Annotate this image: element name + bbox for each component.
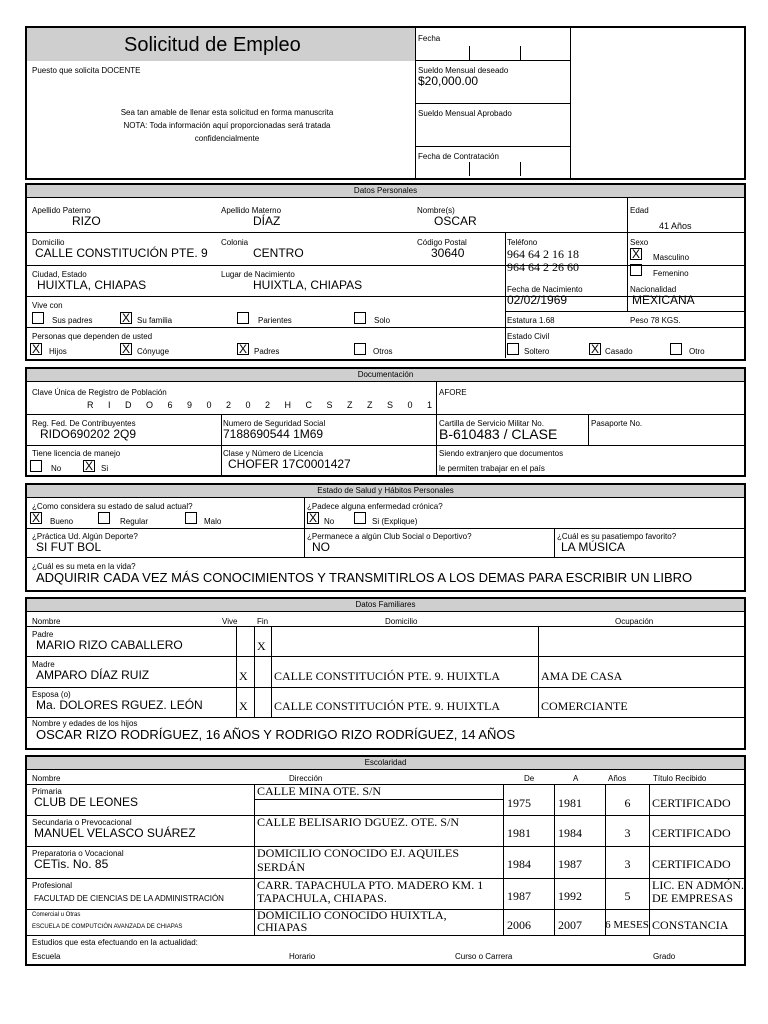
esc-row-tit1: LIC. EN ADMÓN. (652, 878, 744, 892)
escolaridad-section (25, 755, 746, 966)
pasatiempo-value: LA MÚSICA (561, 540, 626, 554)
esc-row-a: 1981 (558, 796, 582, 810)
dep-hijos-checkbox[interactable]: X (31, 342, 40, 356)
esc-row-anos: 6 MESES (605, 919, 649, 931)
vive-familia-checkbox[interactable]: X (121, 311, 130, 325)
nombres-label: Nombre(s) (417, 206, 455, 215)
fam-row-nombre: Ma. DOLORES RGUEZ. LEÓN (36, 698, 203, 712)
header-section (25, 26, 746, 180)
meta-value: ADQUIRIR CADA VEZ MÁS CONOCIMIENTOS Y TRANSMITIRLOS A LOS DEMAS PARA ESCRIBIR UN LIBRO (36, 570, 693, 585)
esc-row-dir2: CHIAPAS (257, 920, 308, 934)
dep-conyuge-checkbox[interactable]: X (121, 342, 130, 356)
esc-row-anos: 3 (624, 826, 631, 840)
esc-row-nivel: Primaria (32, 787, 62, 796)
cp-label: Código Postal (417, 238, 467, 247)
salud-malo-label: Malo (204, 517, 222, 526)
esc-row-dir2: TAPACHULA, CHIAPAS. (257, 891, 387, 905)
esc-row-de: 1987 (507, 889, 531, 903)
esc-row-nombre: FACULTAD DE CIENCIAS DE LA ADMINISTRACIÓN (34, 894, 224, 903)
esc-row-tit1: CERTIFICADO (652, 857, 731, 871)
note-line-3: confidencialmente (194, 134, 260, 143)
fecha-label: Fecha (418, 34, 441, 43)
escolaridad-header: Escolaridad (27, 757, 744, 770)
hijos-value: OSCAR RIZO RODRÍGUEZ, 16 AÑOS Y RODRIGO RIZO RODRÍGUEZ, 14 AÑOS (36, 727, 516, 742)
lic-si-checkbox[interactable]: X (84, 459, 93, 473)
esc-row-anos: 5 (624, 889, 631, 903)
fam-col-vive: Vive (222, 617, 238, 626)
cronica-si-label: Si (Explique) (372, 517, 418, 526)
apellido-materno-value: DÍAZ (253, 214, 281, 228)
familiares-section (25, 597, 746, 750)
telefono-2: 964 64 2 26 60 (507, 260, 579, 274)
sexo-femenino-label: Femenino (653, 269, 689, 278)
ec-soltero-checkbox[interactable] (507, 343, 519, 355)
pasatiempo-label: ¿Cuál es su pasatiempo favorito? (557, 532, 677, 541)
edad-value: 41 Años (659, 221, 692, 231)
dep-padres-label: Padres (254, 347, 280, 356)
esc-row-tit2: DE EMPRESAS (652, 891, 734, 905)
fam-row-ocupacion: AMA DE CASA (541, 669, 623, 683)
cronica-no-checkbox[interactable]: X (308, 511, 317, 525)
fam-row-fin: X (257, 639, 266, 653)
curp-label: Clave Única de Registro de Población (32, 388, 167, 397)
nacionalidad-value: MEXICANA (632, 293, 695, 307)
fecha-nac-label: Fecha de Nacimiento (507, 285, 583, 294)
nss-label: Numero de Seguridad Social (223, 419, 326, 428)
afore-label: AFORE (439, 388, 467, 397)
sexo-masculino-label: Masculino (653, 253, 690, 262)
esc-col-direccion: Dirección (289, 774, 323, 783)
cartilla-label: Cartilla de Servicio Militar No. (439, 419, 544, 428)
esc-row-dir1: DOMICILIO CONOCIDO HUIXTLA, (257, 908, 447, 922)
dep-otros-checkbox[interactable] (354, 343, 366, 355)
clase-label: Clase y Número de Licencia (223, 449, 324, 458)
esc-row-a: 2007 (558, 918, 582, 932)
ec-soltero-label: Soltero (524, 347, 550, 356)
esc-row-nivel: Preparatoria o Vocacional (32, 849, 124, 858)
sexo-femenino-checkbox[interactable] (630, 264, 642, 276)
fam-col-ocupacion: Ocupación (615, 617, 654, 626)
vive-parientes-checkbox[interactable] (237, 312, 249, 324)
note-line-1: Sea tan amable de llenar esta solicitud en forma manuscrita (120, 108, 334, 117)
apellido-paterno-value: RIZO (72, 214, 101, 228)
note-line-2: NOTA: Toda información aquí proporcionadas será tratada (123, 121, 331, 130)
cartilla-value: B-610483 / CLASE (439, 426, 558, 442)
fam-col-fin: Fin (257, 617, 269, 626)
edad-label: Edad (630, 206, 649, 215)
vive-con-label: Vive con (32, 301, 63, 310)
ciudad-value: HUIXTLA, CHIAPAS (37, 278, 147, 292)
salud-bueno-label: Bueno (50, 517, 74, 526)
meta-label: ¿Cuál es su meta en la vida? (32, 562, 136, 571)
esc-row-tit1: CERTIFICADO (652, 826, 731, 840)
datos-personales-section (25, 183, 746, 361)
foot-curso: Curso o Carrera (455, 952, 513, 961)
dep-padres-checkbox[interactable]: X (238, 342, 247, 356)
esc-col-de: De (524, 774, 535, 783)
sexo-masculino-checkbox[interactable]: X (631, 247, 640, 261)
salud-header: Estado de Salud y Hábitos Personales (27, 485, 744, 498)
datos-personales-header: Datos Personales (27, 185, 744, 198)
fecha-contratacion-label: Fecha de Contratación (418, 152, 499, 161)
estado-civil-label: Estado Civil (507, 332, 550, 341)
ec-casado-label: Casado (605, 347, 633, 356)
sexo-label: Sexo (630, 238, 649, 247)
salud-bueno-checkbox[interactable]: X (31, 511, 40, 525)
esc-row-de: 1981 (507, 826, 531, 840)
salud-section (25, 483, 746, 592)
sueldo-aprobado-label: Sueldo Mensual Aprobado (418, 109, 512, 118)
estudios-actuales-label: Estudios que esta efectuando en la actualidad: (32, 938, 198, 947)
rfc-value: RIDO690202 2Q9 (40, 427, 137, 441)
esc-row-tit1: CERTIFICADO (652, 796, 731, 810)
familiares-header: Datos Familiares (27, 599, 744, 612)
sueldo-deseado-label: Sueldo Mensual deseado (418, 66, 509, 75)
esc-col-anos: Años (608, 774, 627, 783)
club-label: ¿Permanece a algún Club Social o Deportivo? (307, 532, 472, 541)
curp-value: R I D O 6 9 0 2 0 2 H C S Z Z S 0 1 (87, 400, 439, 410)
licencia-label: Tiene licencia de manejo (32, 449, 121, 458)
ec-otro-label: Otro (689, 347, 705, 356)
lugar-nac-label: Lugar de Nacimiento (221, 270, 295, 279)
fam-row-vive: X (239, 699, 248, 713)
puesto-label: Puesto que solicita DOCENTE (32, 66, 141, 75)
esc-row-nombre: CLUB DE LEONES (34, 795, 139, 809)
apellido-materno-label: Apellido Materno (221, 206, 282, 215)
esc-row-dir1: CALLE MINA OTE. S/N (257, 784, 381, 798)
esc-col-nombre: Nombre (32, 774, 61, 783)
ec-otro-checkbox[interactable] (670, 343, 682, 355)
lic-si-label: Si (101, 464, 109, 473)
esc-row-de: 1975 (507, 796, 531, 810)
extranjero-line-2: le permiten trabajar en el país (439, 464, 545, 473)
fam-row-label: Padre (32, 630, 54, 639)
cronica-no-label: No (324, 517, 335, 526)
nombres-value: OSCAR (434, 214, 477, 228)
deporte-label: ¿Práctica Ud. Algún Deporte? (32, 532, 138, 541)
esc-row-nivel: Secundaria o Prevocacional (32, 818, 132, 827)
estatura-value: Estatura 1.68 (507, 316, 555, 325)
lugar-nac-value: HUIXTLA, CHIAPAS (253, 278, 363, 292)
sueldo-deseado-value: $20,000.00 (418, 74, 479, 88)
esc-row-a: 1992 (558, 889, 582, 903)
salud-estado-label: ¿Como considera su estado de salud actual? (32, 502, 193, 511)
fam-row-domicilio: CALLE CONSTITUCIÓN PTE. 9. HUIXTLA (274, 669, 500, 683)
esc-row-nombre: ESCUELA DE COMPUTCIÓN AVANZADA DE CHIAPAS (32, 924, 183, 930)
club-value: NO (312, 540, 330, 554)
salud-malo-checkbox[interactable] (185, 512, 197, 524)
vive-parientes-label: Parientes (258, 316, 292, 325)
apellido-paterno-label: Apellido Paterno (32, 206, 91, 215)
fecha-nac-value: 02/02/1969 (507, 293, 568, 307)
domicilio-label: Domicilio (32, 238, 65, 247)
esc-row-nivel: Comercial u Otras (32, 912, 81, 918)
page-title: Solicitud de Empleo (124, 34, 301, 56)
vive-padres-label: Sus padres (52, 316, 93, 325)
esc-row-dir2: SERDÁN (257, 860, 306, 874)
vive-padres-checkbox[interactable] (32, 312, 44, 324)
nss-value: 7188690544 1M69 (223, 427, 324, 441)
esc-row-dir1: DOMICILIO CONOCIDO EJ. AQUILES (257, 846, 459, 860)
documentacion-header: Documentación (27, 369, 744, 382)
esc-row-dir1: CALLE BELISARIO DGUEZ. OTE. S/N (257, 815, 459, 829)
esc-row-tit1: CONSTANCIA (652, 918, 729, 932)
fam-row-nombre: AMPARO DÍAZ RUIZ (36, 668, 150, 682)
foot-grado: Grado (653, 952, 676, 961)
esc-row-a: 1987 (558, 857, 582, 871)
fam-col-nombre: Nombre (32, 617, 61, 626)
esc-row-de: 2006 (507, 918, 531, 932)
dep-otros-label: Otros (373, 347, 393, 356)
puesto-value: DOCENTE (101, 66, 141, 75)
esc-row-nombre: MANUEL VELASCO SUÁREZ (34, 826, 196, 840)
documentacion-section (25, 367, 746, 477)
fam-row-domicilio: CALLE CONSTITUCIÓN PTE. 9. HUIXTLA (274, 699, 500, 713)
vive-solo-checkbox[interactable] (354, 312, 366, 324)
dependen-label: Personas que dependen de usted (32, 332, 153, 341)
foot-escuela: Escuela (32, 952, 61, 961)
esc-row-anos: 6 (624, 796, 631, 810)
lic-no-label: No (51, 464, 62, 473)
ec-casado-checkbox[interactable]: X (590, 342, 599, 356)
fam-row-ocupacion: COMERCIANTE (541, 699, 628, 713)
salud-regular-checkbox[interactable] (98, 512, 110, 524)
extranjero-line-1: Siendo extranjero que documentos (439, 449, 564, 458)
pasaporte-label: Pasaporte No. (591, 419, 643, 428)
fam-row-label: Madre (32, 660, 55, 669)
rfc-label: Reg. Fed. De Contribuyentes (32, 419, 136, 428)
colonia-value: CENTRO (253, 246, 304, 260)
vive-familia-label: Su familia (137, 316, 173, 325)
fam-row-nombre: MARIO RIZO CABALLERO (36, 638, 183, 652)
lic-no-checkbox[interactable] (30, 460, 42, 472)
cp-value: 30640 (431, 246, 465, 260)
telefono-1: 964 64 2 16 18 (507, 247, 579, 261)
nacionalidad-label: Nacionalidad (630, 285, 677, 294)
esc-row-dir1: CARR. TAPACHULA PTO. MADERO KM. 1 (257, 878, 484, 892)
fam-col-domicilio: Domicilio (385, 617, 418, 626)
esc-col-titulo: Título Recibido (653, 774, 707, 783)
clase-value: CHOFER 17C0001427 (228, 457, 351, 471)
esc-col-a: A (573, 774, 579, 783)
esc-row-anos: 3 (624, 857, 631, 871)
esc-row-de: 1984 (507, 857, 531, 871)
telefono-label: Teléfono (507, 238, 538, 247)
esc-row-a: 1984 (558, 826, 582, 840)
esc-row-nivel: Profesional (32, 881, 73, 890)
dep-conyuge-label: Cónyuge (137, 347, 170, 356)
salud-regular-label: Regular (120, 517, 149, 526)
cronica-si-checkbox[interactable] (354, 512, 366, 524)
esc-row-nombre: CETis. No. 85 (34, 857, 109, 871)
dep-hijos-label: Hijos (49, 347, 67, 356)
cronica-label: ¿Padece alguna enfermedad crónica? (307, 502, 443, 511)
domicilio-value: CALLE CONSTITUCIÓN PTE. 9 (35, 246, 208, 260)
deporte-value: SI FUT BOL (36, 540, 102, 554)
foot-horario: Horario (289, 952, 316, 961)
ciudad-label: Ciudad, Estado (32, 270, 87, 279)
fam-row-label: Esposa (o) (32, 690, 71, 699)
peso-value: Peso 78 KGS. (630, 316, 681, 325)
hijos-label: Nombre y edades de los hijos (32, 719, 138, 728)
vive-solo-label: Solo (374, 316, 391, 325)
colonia-label: Colonia (221, 238, 249, 247)
fam-row-vive: X (239, 669, 248, 683)
